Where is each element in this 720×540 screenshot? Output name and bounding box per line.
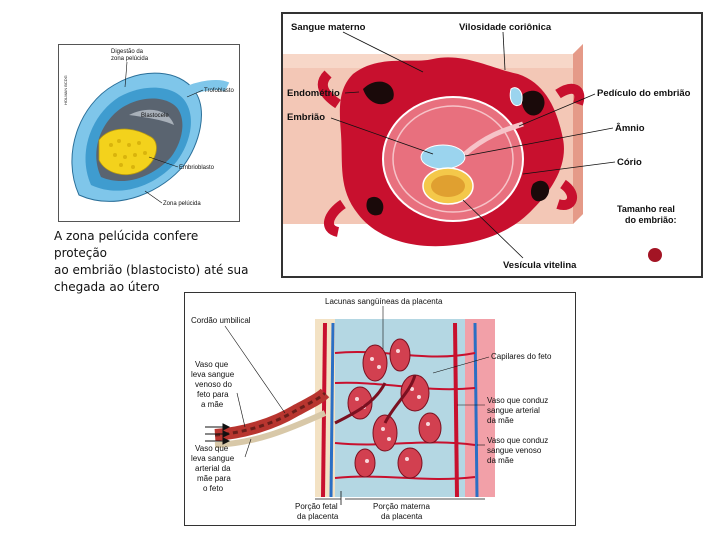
label-lacunae: Lacunas sangüíneas da placenta (325, 297, 443, 306)
label-vein-to-mother-2: leva sangue (191, 370, 235, 379)
blastocyst-panel (58, 44, 240, 222)
label-maternal-vein-3: da mãe (487, 456, 514, 465)
label-fetal-portion-2: da placenta (297, 512, 339, 521)
label-fetal-capillaries: Capilares do feto (491, 352, 552, 361)
label-maternal-portion-1: Porção materna (373, 502, 430, 511)
placenta-panel (184, 292, 576, 526)
label-blastocele: Blastocele (141, 113, 169, 119)
label-maternal-blood: Sangue materno (291, 22, 366, 33)
amnion-shape (421, 145, 465, 169)
label-maternal-artery-1: Vaso que conduz (487, 396, 549, 405)
label-artery-to-fetus-5: o feto (203, 484, 224, 493)
label-chorionic-villus: Vilosidade coriônica (459, 22, 552, 33)
label-embryo-stalk: Pedículo do embrião (597, 88, 691, 99)
label-maternal-artery-2: sangue arterial (487, 406, 540, 415)
label-maternal-portion-2: da placenta (381, 512, 423, 521)
side-credit-text: HOLMAN BCDG (63, 75, 68, 105)
label-umbilical-cord: Cordão umbilical (191, 316, 251, 325)
label-artery-to-fetus-4: mãe para (197, 474, 231, 483)
label-maternal-vein-2: sangue venoso (487, 446, 542, 455)
label-trophoblast: Trofoblasto (204, 88, 234, 94)
placenta-illustration (185, 293, 575, 525)
umbilical-cord (215, 393, 325, 435)
label-artery-to-fetus-1: Vaso que (195, 444, 229, 453)
label-digestion-1: Digestão da (111, 49, 144, 55)
label-vein-to-mother-4: feto para (197, 390, 229, 399)
label-amnion: Âmnio (615, 123, 645, 134)
label-maternal-artery-3: da mãe (487, 416, 514, 425)
label-real-size-2: do embrião: (625, 215, 677, 225)
blastocyst-caption (54, 228, 254, 296)
label-yolk-sac: Vesícula vitelina (503, 260, 577, 271)
label-vein-to-mother-5: a mãe (201, 400, 224, 409)
label-chorion: Cório (617, 157, 642, 168)
blastocyst-illustration (59, 45, 239, 221)
label-artery-to-fetus-3: arterial da (195, 464, 231, 473)
label-vein-to-mother-3: venoso do (195, 380, 232, 389)
label-zona-pellucida: Zona pelúcida (163, 201, 201, 207)
real-size-embryo-dot (648, 248, 662, 262)
label-maternal-vein-1: Vaso que conduz (487, 436, 549, 445)
label-fetal-portion-1: Porção fetal (295, 502, 338, 511)
label-real-size-1: Tamanho real (617, 204, 675, 214)
label-artery-to-fetus-2: leva sangue (191, 454, 235, 463)
label-embryoblast: Embrioblasto (179, 165, 215, 171)
label-embryo: Embrião (287, 112, 326, 123)
implantation-illustration (283, 14, 701, 276)
caption-line: ao embrião (blastocisto) até sua (54, 263, 249, 277)
caption-line: chegada ao útero (54, 280, 160, 294)
label-digestion-2: zona pelúcida (111, 56, 149, 62)
caption-line: A zona pelúcida confere proteção (54, 229, 199, 260)
label-vein-to-mother-1: Vaso que (195, 360, 229, 369)
implantation-panel (281, 12, 703, 278)
label-endometrium: Endométrio (287, 88, 340, 99)
